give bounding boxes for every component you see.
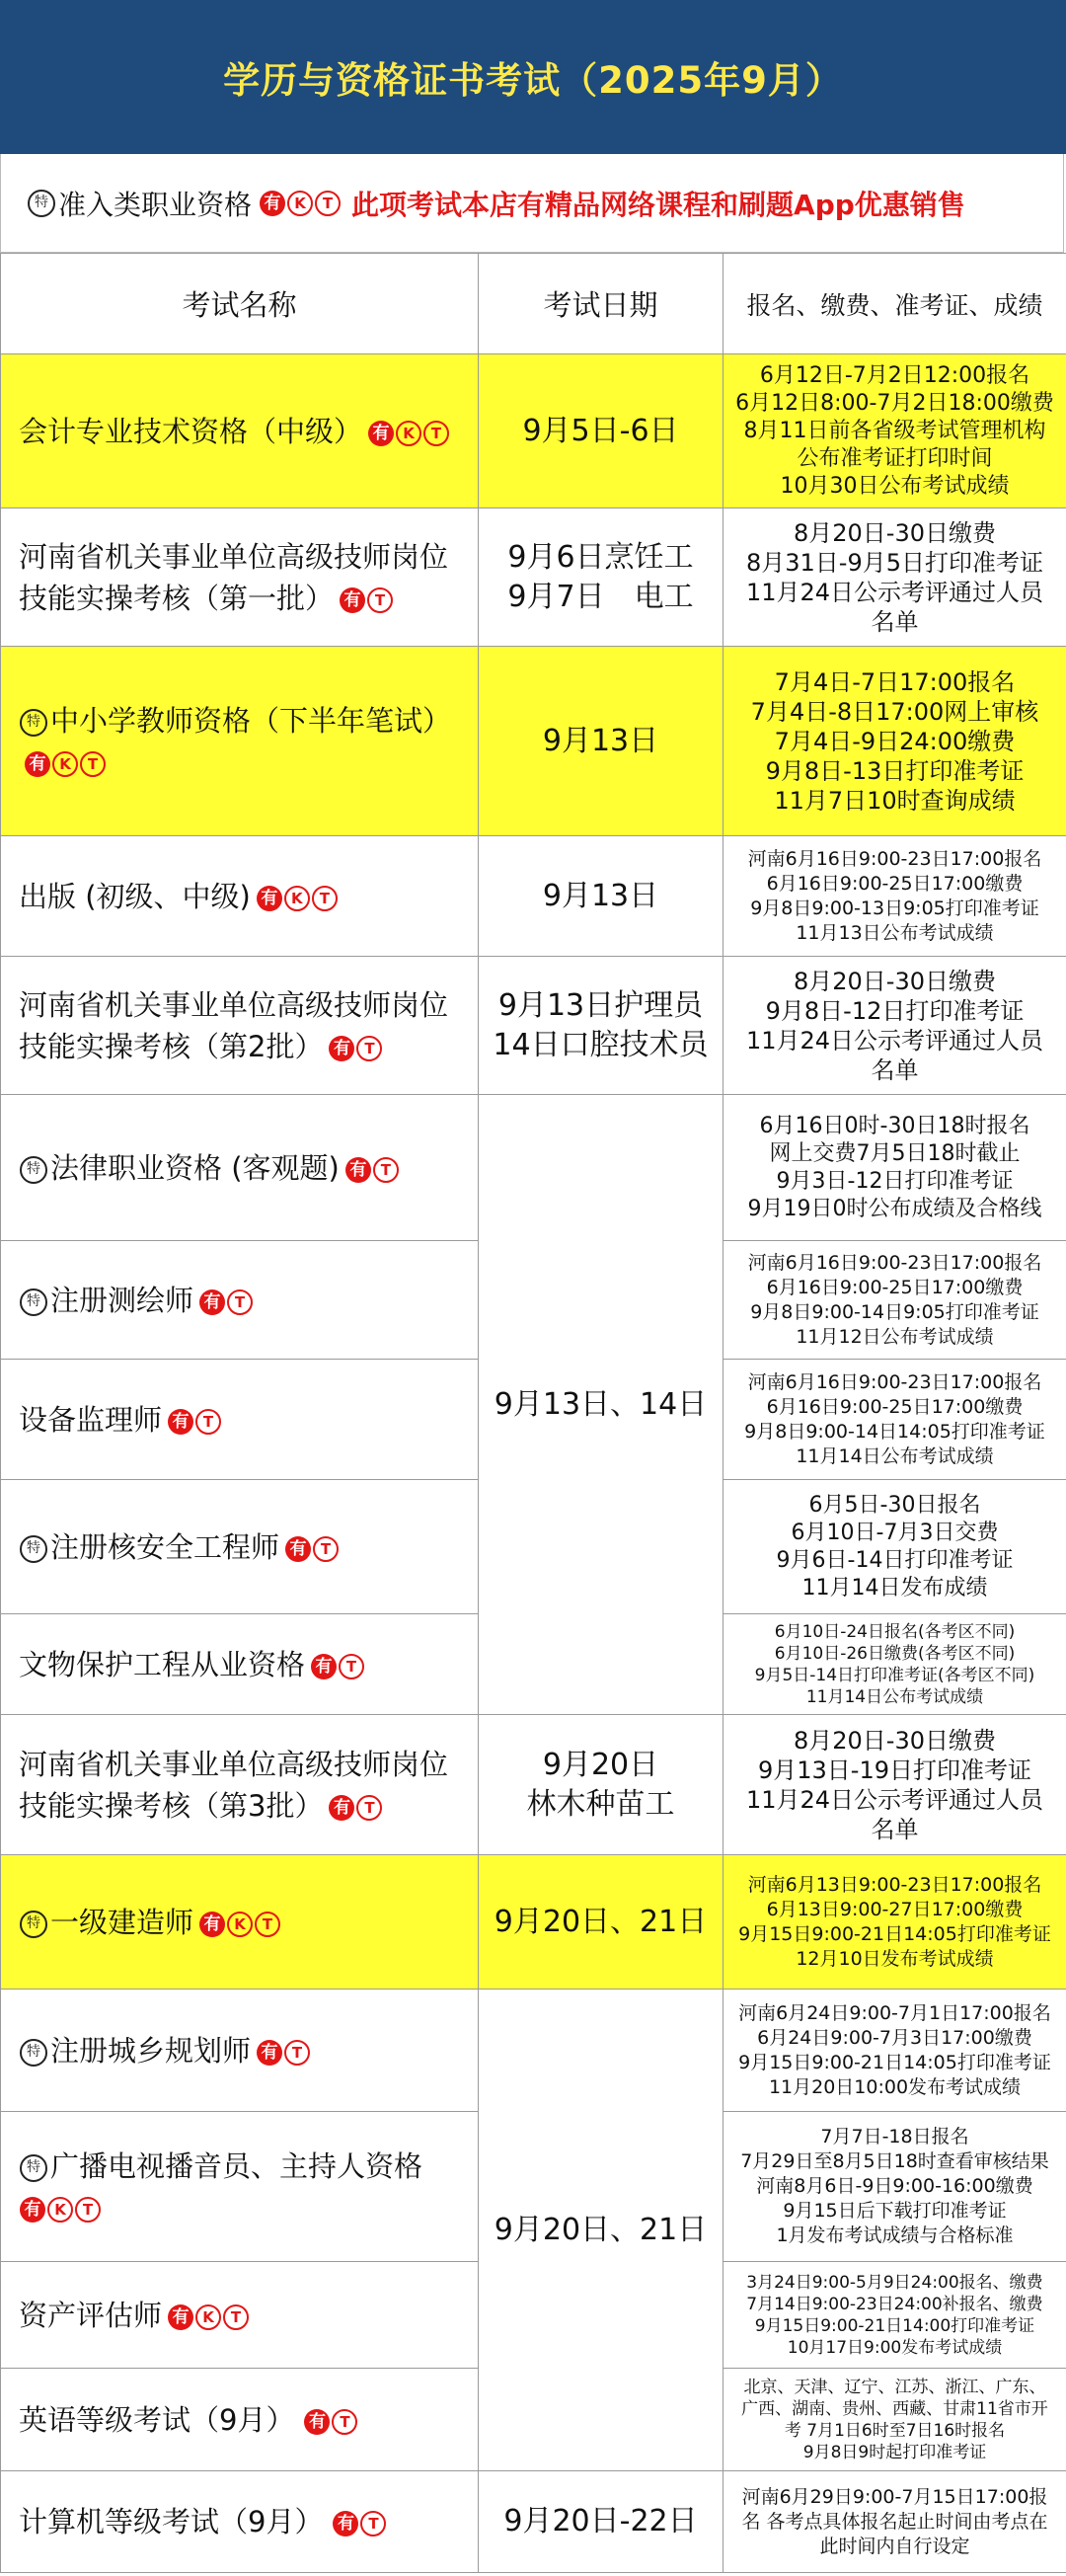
- table-row: [1, 508, 1066, 647]
- exam-info: 3月24日9:00-5月9日24:00报名、缴费 7月14日9:00-23日24:00补报名、缴费 9月15日9:00-21日14:00打印准考证 10月17日9:00发布考试成绩: [723, 2262, 1066, 2369]
- header-banner: [0, 0, 1066, 154]
- t-icon: T: [223, 2304, 249, 2330]
- exam-name: 设备监理师 有 T: [1, 1360, 479, 1480]
- exam-date: 9月20日-22日: [479, 2471, 723, 2573]
- you-icon: 有: [199, 1912, 225, 1937]
- you-icon: 有: [199, 1289, 225, 1315]
- t-icon: T: [360, 2511, 386, 2537]
- te-icon: 特: [20, 1911, 47, 1938]
- exam-name: 河南省机关事业单位高级技师岗位技能实操考核（第2批） 有 T: [1, 957, 479, 1095]
- exam-name: 特 法律职业资格 (客观题) 有 T: [1, 1095, 479, 1241]
- exam-date: 9月5日-6日: [479, 354, 723, 508]
- you-icon: 有: [329, 1036, 354, 1061]
- t-icon: T: [313, 1536, 339, 1562]
- exam-name: 英语等级考试（9月） 有 T: [1, 2369, 479, 2471]
- t-icon: T: [315, 191, 341, 216]
- exam-info: 6月12日-7月2日12:00报名 6月12日8:00-7月2日18:00缴费 8月11日前各省级考试管理机构 公布准考证打印时间 10月30日公布考试成绩: [723, 354, 1066, 508]
- exam-name: 特 一级建造师 有 K T: [1, 1855, 479, 1990]
- t-icon: T: [332, 2409, 357, 2435]
- exam-date: 9月20日 林木种苗工: [479, 1715, 723, 1855]
- you-icon: 有: [345, 1157, 371, 1183]
- table-row: [1, 354, 1066, 508]
- exam-table: [0, 253, 1066, 2573]
- table-row: [1, 1715, 1066, 1855]
- te-icon: 特: [20, 709, 47, 737]
- exam-info: 8月20日-30日缴费 9月13日-19日打印准考证 11月24日公示考评通过人员 名单: [723, 1715, 1066, 1855]
- col-header-date: 考试日期: [479, 254, 723, 354]
- exam-name: 出版 (初级、中级) 有 K T: [1, 836, 479, 957]
- te-icon: 特: [20, 1156, 47, 1184]
- notice-bar: [0, 154, 1064, 253]
- exam-date: 9月6日烹饪工 9月7日 电工: [479, 508, 723, 647]
- table-row: [1, 836, 1066, 957]
- you-icon: 有: [257, 886, 282, 911]
- page-title: 学历与资格证书考试（2025年9月）: [223, 59, 843, 102]
- exam-date: 9月20日、21日: [479, 1855, 723, 1990]
- exam-name: 特 注册测绘师 有 T: [1, 1241, 479, 1360]
- exam-info: 河南6月13日9:00-23日17:00报名 6月13日9:00-27日17:00缴费 9月15日9:00-21日14:05打印准考证 12月10日发布考试成绩: [723, 1855, 1066, 1990]
- exam-name: 河南省机关事业单位高级技师岗位技能实操考核（第3批） 有 T: [1, 1715, 479, 1855]
- you-icon: 有: [368, 421, 394, 446]
- you-icon: 有: [168, 2304, 193, 2330]
- table-row: [1, 957, 1066, 1095]
- exam-name: 河南省机关事业单位高级技师岗位技能实操考核（第一批） 有 T: [1, 508, 479, 647]
- exam-date: 9月13日、14日: [479, 1095, 723, 1715]
- t-icon: T: [255, 1912, 280, 1937]
- notice-prefix: 准入类职业资格: [58, 188, 253, 221]
- t-icon: T: [75, 2197, 101, 2223]
- you-icon: 有: [333, 2511, 358, 2537]
- you-icon: 有: [20, 2197, 45, 2223]
- te-icon: 特: [20, 2039, 47, 2067]
- k-icon: K: [52, 751, 78, 777]
- exam-info: 6月16日0时-30日18时报名 网上交费7月5日18时截止 9月3日-12日打印准考证 9月19日0时公布成绩及合格线: [723, 1095, 1066, 1241]
- t-icon: T: [195, 1409, 221, 1435]
- exam-name: 文物保护工程从业资格 有 T: [1, 1614, 479, 1715]
- exam-info: 北京、天津、辽宁、江苏、浙江、广东、 广西、湖南、贵州、西藏、甘肃11省市开 考 7月1日6时至7日16时报名 9月8日9时起打印准考证: [723, 2369, 1066, 2471]
- t-icon: T: [367, 587, 393, 613]
- table-row: [1, 1855, 1066, 1990]
- exam-name: 资产评估师 有 K T: [1, 2262, 479, 2369]
- you-icon: 有: [285, 1536, 311, 1562]
- you-icon: 有: [340, 587, 365, 613]
- col-header-name: 考试名称: [1, 254, 479, 354]
- t-icon: T: [227, 1289, 253, 1315]
- te-icon: 特: [28, 190, 55, 217]
- table-row: [1, 1990, 1066, 2112]
- k-icon: K: [47, 2197, 73, 2223]
- exam-info: 河南6月29日9:00-7月15日17:00报 名 各考点具体报名起止时间由考点在 此时间内自行设定: [723, 2471, 1066, 2573]
- te-icon: 特: [20, 1535, 47, 1563]
- exam-name: 特 注册核安全工程师 有 T: [1, 1480, 479, 1614]
- k-icon: K: [284, 886, 310, 911]
- you-icon: 有: [25, 751, 50, 777]
- exam-info: 河南6月16日9:00-23日17:00报名 6月16日9:00-25日17:00缴费 9月8日9:00-14日9:05打印准考证 11月12日公布考试成绩: [723, 1241, 1066, 1360]
- k-icon: K: [227, 1912, 253, 1937]
- exam-info: 6月10日-24日报名(各考区不同) 6月10日-26日缴费(各考区不同) 9月5日-14日打印准考证(各考区不同) 11月14日公布考试成绩: [723, 1614, 1066, 1715]
- table-row: [1, 647, 1066, 836]
- k-icon: K: [287, 191, 313, 216]
- exam-info: 8月20日-30日缴费 9月8日-12日打印准考证 11月24日公示考评通过人员 名单: [723, 957, 1066, 1095]
- t-icon: T: [356, 1036, 382, 1061]
- you-icon: 有: [257, 2040, 282, 2066]
- exam-info: 河南6月24日9:00-7月1日17:00报名 6月24日9:00-7月3日17:00缴费 9月15日9:00-21日14:05打印准考证 11月20日10:00发布考试成绩: [723, 1990, 1066, 2112]
- exam-name: 特 广播电视播音员、主持人资格 有 K T: [1, 2112, 479, 2262]
- exam-name: 特 注册城乡规划师 有 T: [1, 1990, 479, 2112]
- te-icon: 特: [20, 1288, 47, 1316]
- t-icon: T: [339, 1654, 364, 1679]
- t-icon: T: [80, 751, 106, 777]
- exam-date: 9月20日、21日: [479, 1990, 723, 2471]
- table-row: [1, 1095, 1066, 1241]
- table-row: [1, 2471, 1066, 2573]
- t-icon: T: [423, 421, 449, 446]
- k-icon: K: [195, 2304, 221, 2330]
- you-icon: 有: [260, 191, 285, 216]
- t-icon: T: [356, 1795, 382, 1821]
- t-icon: T: [373, 1157, 399, 1183]
- you-icon: 有: [329, 1795, 354, 1821]
- exam-name: 特 中小学教师资格（下半年笔试）有 K T: [1, 647, 479, 836]
- exam-info: 7月4日-7日17:00报名 7月4日-8日17:00网上审核 7月4日-9日24:00缴费 9月8日-13日打印准考证 11月7日10时查询成绩: [723, 647, 1066, 836]
- promo-text: 此项考试本店有精品网络课程和刷题App优惠销售: [351, 188, 965, 221]
- t-icon: T: [284, 2040, 310, 2066]
- exam-info: 6月5日-30日报名 6月10日-7月3日交费 9月6日-14日打印准考证 11月14日发布成绩: [723, 1480, 1066, 1614]
- you-icon: 有: [168, 1409, 193, 1435]
- exam-info: 7月7日-18日报名 7月29日至8月5日18时查看审核结果 河南8月6日-9日9:00-16:00缴费 9月15日后下载打印准考证 1月发布考试成绩与合格标准: [723, 2112, 1066, 2262]
- exam-date: 9月13日: [479, 647, 723, 836]
- col-header-info: 报名、缴费、准考证、成绩: [723, 254, 1066, 354]
- exam-info: 河南6月16日9:00-23日17:00报名 6月16日9:00-25日17:00缴费 9月8日9:00-14日14:05打印准考证 11月14日公布考试成绩: [723, 1360, 1066, 1480]
- k-icon: K: [396, 421, 421, 446]
- te-icon: 特: [20, 2154, 47, 2182]
- table-header-row: [1, 254, 1066, 354]
- exam-name: 会计专业技术资格（中级） 有 K T: [1, 354, 479, 508]
- exam-info: 河南6月16日9:00-23日17:00报名 6月16日9:00-25日17:00缴费 9月8日9:00-13日9:05打印准考证 11月13日公布考试成绩: [723, 836, 1066, 957]
- t-icon: T: [312, 886, 338, 911]
- exam-date: 9月13日护理员 14日口腔技术员: [479, 957, 723, 1095]
- you-icon: 有: [311, 1654, 337, 1679]
- exam-date: 9月13日: [479, 836, 723, 957]
- you-icon: 有: [304, 2409, 330, 2435]
- exam-info: 8月20日-30日缴费 8月31日-9月5日打印准考证 11月24日公示考评通过人员 名单: [723, 508, 1066, 647]
- exam-name: 计算机等级考试（9月） 有 T: [1, 2471, 479, 2573]
